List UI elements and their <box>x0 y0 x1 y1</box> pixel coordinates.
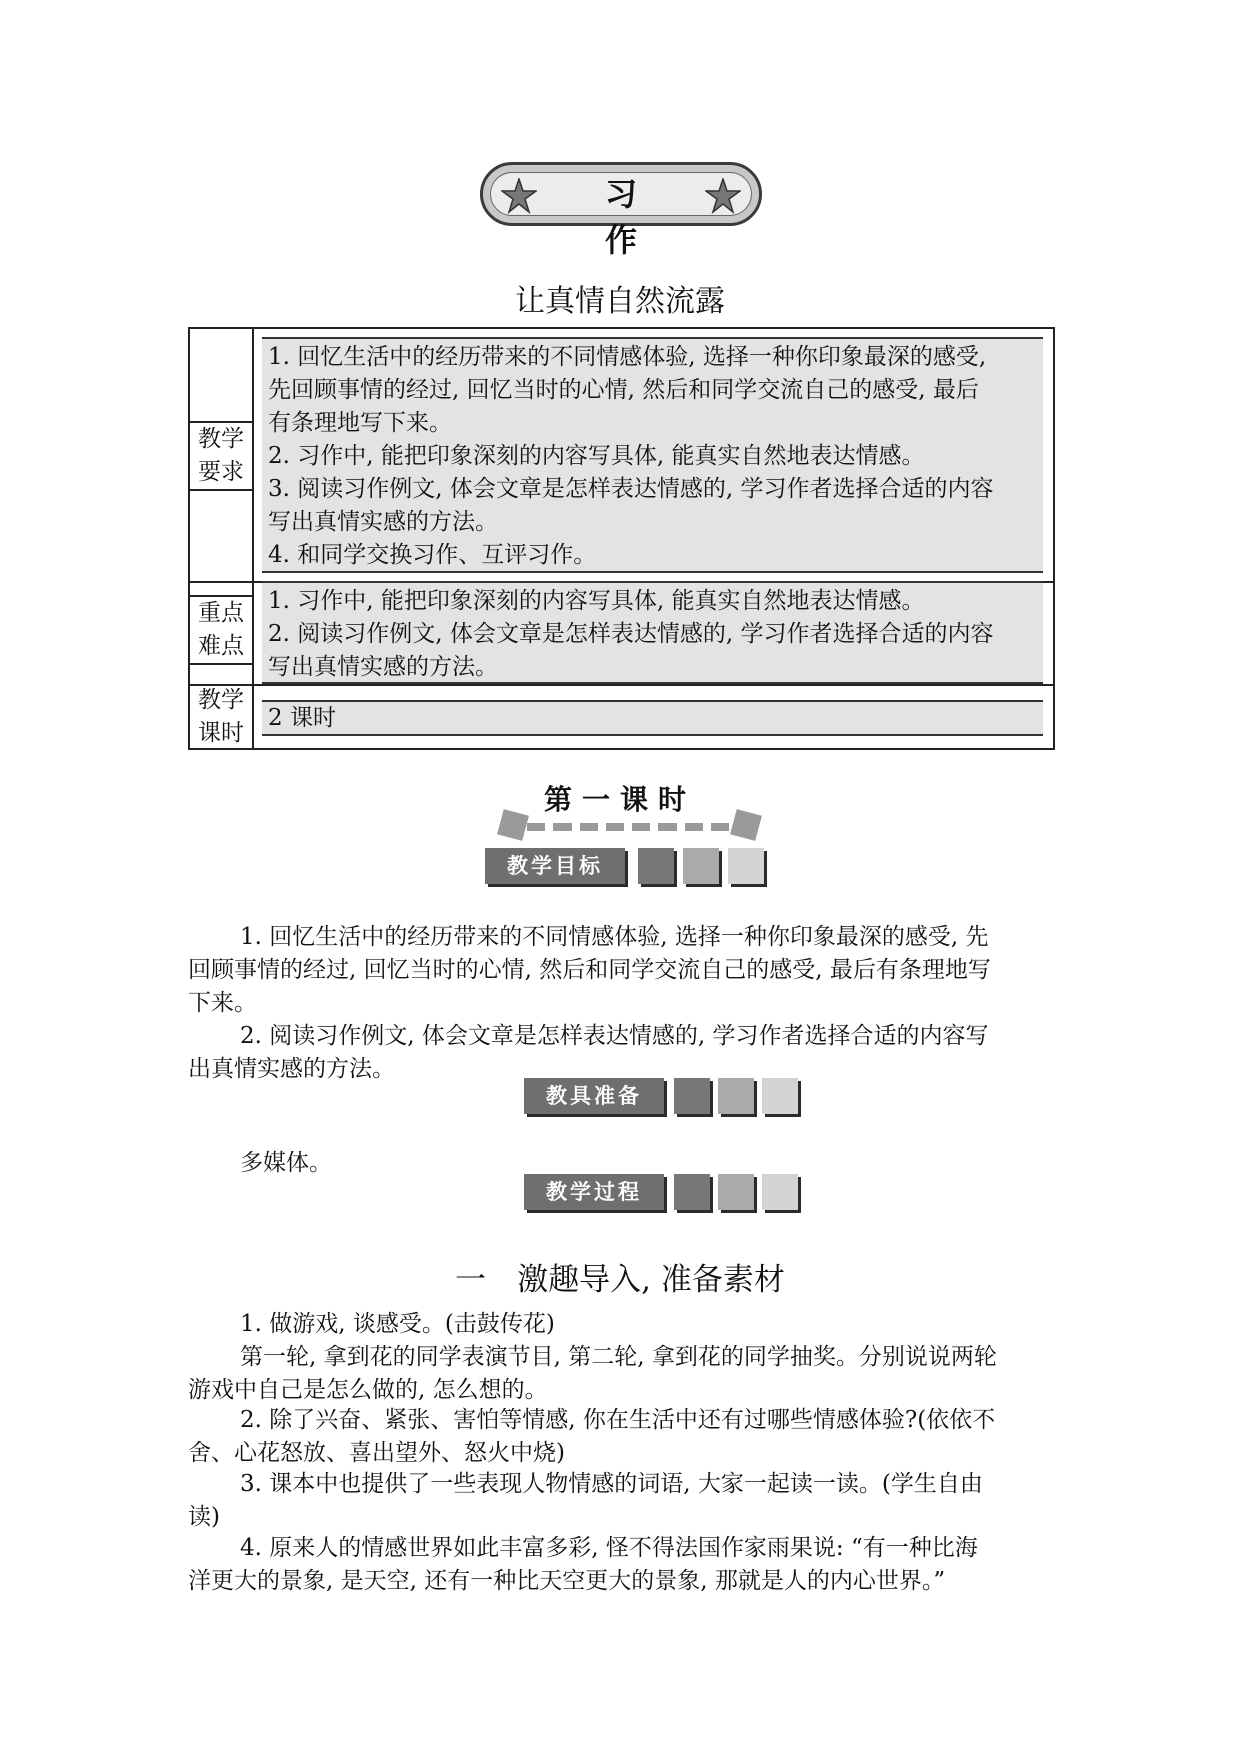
requirements-table <box>188 327 1055 750</box>
text-line: 第一轮, 拿到花的同学表演节目, 第二轮, 拿到花的同学抽奖。分别说说两轮 <box>240 1344 997 1370</box>
tag-square <box>674 1174 710 1210</box>
process-tag: 教学过程 <box>524 1174 664 1210</box>
label-line: 教学 <box>198 687 244 713</box>
section-heading: 一 激趣导入, 准备素材 <box>455 1262 785 1298</box>
content-line: 3. 阅读习作例文, 体会文章是怎样表达情感的, 学习作者选择合适的内容 <box>268 476 994 502</box>
tag-square <box>762 1078 798 1114</box>
tag-square <box>762 1174 798 1210</box>
process-paragraph <box>188 1404 1058 1470</box>
content-line: 写出真情实感的方法。 <box>268 509 498 535</box>
row-label <box>190 684 254 750</box>
text-line: 2. 阅读习作例文, 体会文章是怎样表达情感的, 学习作者选择合适的内容写 <box>240 1023 989 1049</box>
label-line: 难点 <box>198 633 244 659</box>
process-paragraph <box>188 1308 1058 1341</box>
row-label <box>190 329 254 581</box>
tag-square <box>674 1078 710 1114</box>
lesson-title: 第一课时 <box>543 783 696 816</box>
label-line: 要求 <box>198 459 244 485</box>
content-line: 1. 回忆生活中的经历带来的不同情感体验, 选择一种你印象最深的感受, <box>268 344 987 370</box>
text-line: 洋更大的景象, 是天空, 还有一种比天空更大的景象, 那就是人的内心世界。” <box>188 1568 946 1594</box>
tag-square <box>718 1078 754 1114</box>
content-line: 2. 阅读习作例文, 体会文章是怎样表达情感的, 学习作者选择合适的内容 <box>268 621 994 647</box>
tag-square <box>728 848 764 884</box>
process-paragraph <box>188 1341 1058 1407</box>
content-line: 1. 习作中, 能把印象深刻的内容写具体, 能真实自然地表达情感。 <box>268 588 925 614</box>
goal-paragraph <box>188 1020 1058 1086</box>
content-line: 4. 和同学交换习作、互评习作。 <box>268 542 597 568</box>
text-line: 3. 课本中也提供了一些表现人物情感的词语, 大家一起读一读。(学生自由 <box>240 1471 983 1497</box>
banner-title: 习 作 <box>604 175 695 259</box>
tag-square <box>638 848 674 884</box>
decor-square <box>730 809 762 841</box>
label-line: 教学 <box>198 426 244 452</box>
page-subtitle: 让真情自然流露 <box>515 284 725 319</box>
goals-tag: 教学目标 <box>485 848 625 884</box>
text-line: 游戏中自己是怎么做的, 怎么想的。 <box>188 1377 548 1403</box>
text-line: 1. 回忆生活中的经历带来的不同情感体验, 选择一种你印象最深的感受, 先 <box>240 924 989 950</box>
content-line: 写出真情实感的方法。 <box>268 654 498 680</box>
row-label-box <box>190 684 252 750</box>
table-row-hours <box>190 684 1053 750</box>
row-content <box>262 337 1043 573</box>
text-line: 出真情实感的方法。 <box>188 1056 395 1082</box>
content-line: 2. 习作中, 能把印象深刻的内容写具体, 能真实自然地表达情感。 <box>268 443 925 469</box>
text-line: 4. 原来人的情感世界如此丰富多彩, 怪不得法国作家雨果说: “有一种比海 <box>240 1535 978 1561</box>
tag-square <box>683 848 719 884</box>
tools-tag: 教具准备 <box>524 1078 664 1114</box>
table-row-key-points <box>190 581 1053 686</box>
text-line: 2. 除了兴奋、紧张、害怕等情感, 你在生活中还有过哪些情感体验?(依依不 <box>240 1407 996 1433</box>
row-label-box <box>190 421 252 491</box>
row-content <box>262 700 1043 736</box>
decor-square <box>497 809 529 841</box>
text-line: 舍、心花怒放、喜出望外、怒火中烧) <box>188 1440 565 1466</box>
table-row-requirements <box>190 329 1053 583</box>
text-line: 下来。 <box>188 990 257 1016</box>
text-line: 多媒体。 <box>240 1150 332 1176</box>
dotted-divider <box>527 823 729 831</box>
row-content <box>262 581 1043 684</box>
process-paragraph <box>188 1468 1058 1534</box>
row-label <box>190 581 254 684</box>
content-line: 先回顾事情的经过, 回忆当时的心情, 然后和同学交流自己的感受, 最后 <box>268 377 979 403</box>
text-line: 回顾事情的经过, 回忆当时的心情, 然后和同学交流自己的感受, 最后有条理地写 <box>188 957 991 983</box>
goal-paragraph <box>188 921 1058 1020</box>
title-banner <box>480 162 762 259</box>
process-paragraph <box>188 1532 1058 1598</box>
tag-square <box>718 1174 754 1210</box>
text-line: 读) <box>188 1504 220 1530</box>
label-line: 课时 <box>198 720 244 746</box>
row-label-box <box>190 595 252 665</box>
text-line: 1. 做游戏, 谈感受。(击鼓传花) <box>240 1311 555 1337</box>
content-line: 2 课时 <box>268 705 336 731</box>
label-line: 重点 <box>198 600 244 626</box>
content-line: 有条理地写下来。 <box>268 410 452 436</box>
